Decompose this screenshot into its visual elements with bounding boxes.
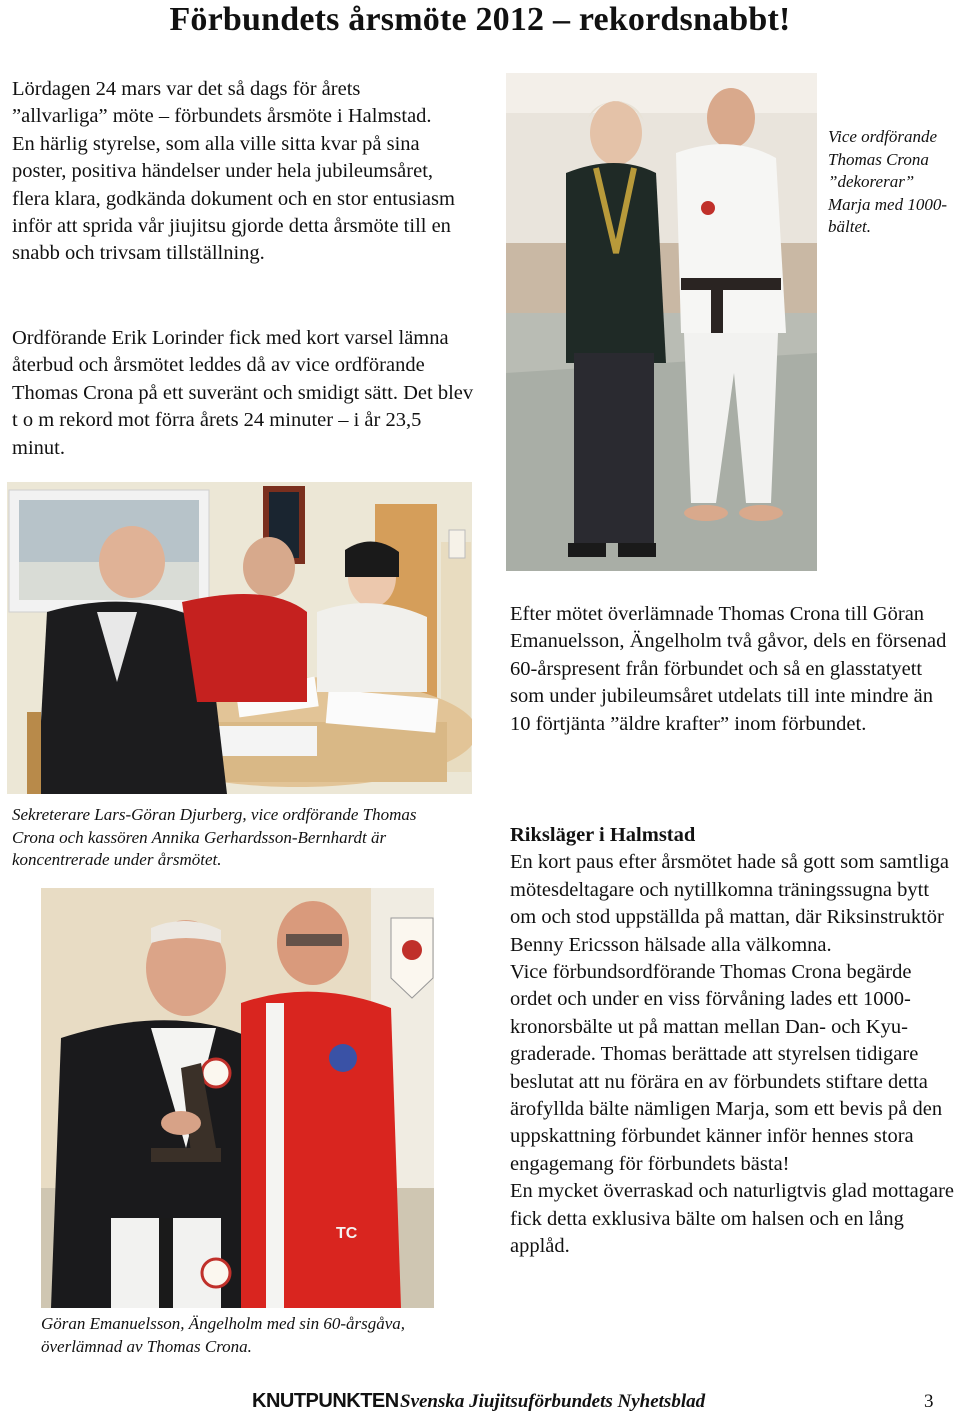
- gift-caption: Göran Emanuelsson, Ängelholm med sin 60-årsgåva, överlämnad av Thomas Crona.: [41, 1314, 406, 1356]
- training-paragraph-1: En kort paus efter årsmötet hade så gott som samtliga mötesdeltagare och nytillkomna träningssugna bytt om och stod uppställda på mattan, där Riksinstruktör Benny Ericsson hälsade alla välkomna.: [510, 851, 949, 956]
- jacket-initials: TC: [336, 1225, 358, 1242]
- page-number: 3: [924, 1391, 934, 1412]
- gift-photo: [41, 888, 434, 1308]
- belt-award-photo: [506, 73, 817, 571]
- newsletter-subtitle: Svenska Jiujitsuförbundets Nyhetsblad: [400, 1391, 706, 1412]
- newsletter-brand: KNUTPUNKTEN: [252, 1390, 399, 1412]
- training-heading: Riksläger i Halmstad: [510, 824, 696, 846]
- gift-paragraph: Efter mötet överlämnade Thomas Crona till Göran Emanuelsson, Ängelholm två gåvor, dels en försenad 60-årspresent från förbundet och så en glasstatyett som under jubileumsåret utdelats till inte mindre än 10 förtjänta ”äldre krafter” inom förbundet.: [510, 603, 947, 735]
- training-section: [510, 822, 958, 1261]
- meeting-photo: [7, 482, 472, 794]
- chair-paragraph: Ordförande Erik Lorinder fick med kort varsel lämna återbud och årsmötet leddes då av vice ordförande Thomas Crona på ett suveränt och smidigt sätt. Det blev t o m rekord mot förra årets 24 minuter – i år 23,5 minut.: [12, 327, 474, 459]
- belt-award-caption: Vice ordförande Thomas Crona ”dekorerar” Marja med 1000-bältet.: [828, 127, 947, 236]
- meeting-caption: Sekreterare Lars-Göran Djurberg, vice ordförande Thomas Crona och kassören Annika Gerhardsson-Bernhardt är koncentrerade under årsmötet.: [12, 805, 417, 869]
- page-footer: [0, 1388, 960, 1416]
- article-title: Förbundets årsmöte 2012 – rekordsnabbt!: [169, 1, 791, 38]
- training-paragraph-2: Vice förbundsordförande Thomas Crona begärde ordet och under en viss förvåning lades ett 1000-kronorsbälte ut på mattan mellan Dan- och Kyu-graderade. Thomas berättade att styrelsen tidigare beslutat att nu förära en av förbundets stiftare detta ärofyllda bälte nämligen Marja, som ett bevis på den uppskattning förbundet känner inför hennes stora engagemang för förbundets bästa!: [510, 961, 943, 1175]
- intro-paragraph: Lördagen 24 mars var det så dags för årets ”allvarliga” möte – förbundets årsmöte i Halmstad. En härlig styrelse, som alla ville sitta kvar på sina poster, positiva händelser under hela jubileumsåret, flera klara, godkända dokument och en stor entusiasm inför att sprida vår jiujitsu gjorde detta årsmöte till en snabb och trivsam tillställning.: [12, 78, 455, 265]
- training-paragraph-3: En mycket överraskad och naturligtvis glad mottagare fick detta exklusiva bälte om halsen och en lång applåd.: [510, 1180, 955, 1258]
